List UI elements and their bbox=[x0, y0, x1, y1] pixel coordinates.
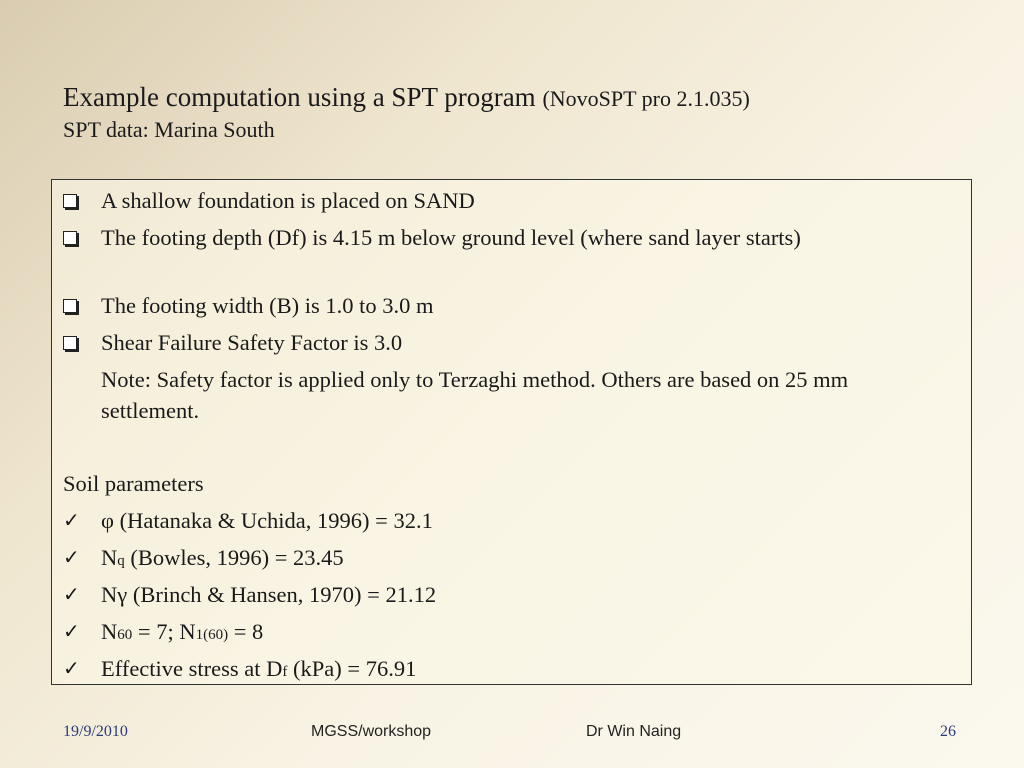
soil-param-nq: ✓ Nq (Bowles, 1996) = 23.45 bbox=[63, 542, 943, 577]
slide-title bbox=[63, 80, 1003, 144]
bullet-item bbox=[63, 222, 943, 253]
footer-date: 19/9/2010 bbox=[63, 723, 128, 740]
title-main: Example computation using a SPT program bbox=[63, 82, 543, 112]
soil-param-n60: ✓ N60 = 7; N1(60) = 8 bbox=[63, 616, 943, 651]
content-box bbox=[51, 179, 972, 685]
bullet-text: A shallow foundation is placed on SAND bbox=[101, 188, 475, 213]
checkmark-icon: ✓ bbox=[63, 619, 80, 643]
phi-text: (Hatanaka & Uchida, 1996) = 32.1 bbox=[114, 508, 433, 533]
bullet-item bbox=[63, 290, 943, 321]
phi-symbol: φ bbox=[101, 508, 114, 533]
checkmark-icon: ✓ bbox=[63, 508, 80, 532]
title-subtitle: SPT data: Marina South bbox=[63, 117, 275, 142]
soil-param-ngamma: ✓ Nγ (Brinch & Hansen, 1970) = 21.12 bbox=[63, 579, 943, 610]
checkmark-icon: ✓ bbox=[63, 545, 80, 569]
bullet-item bbox=[63, 185, 943, 216]
bullet-text: The footing width (B) is 1.0 to 3.0 m bbox=[101, 293, 434, 318]
checkmark-icon: ✓ bbox=[63, 582, 80, 606]
footer-author: Dr Win Naing bbox=[586, 723, 682, 740]
footer-event: MGSS/workshop bbox=[311, 723, 432, 740]
soil-heading: Soil parameters bbox=[63, 471, 204, 496]
checkbox-bullet-icon bbox=[63, 290, 93, 321]
title-program: (NovoSPT pro 2.1.035) bbox=[542, 86, 750, 111]
bullet-text: Shear Failure Safety Factor is 3.0 bbox=[101, 330, 403, 355]
soil-param-stress: ✓ Effective stress at Df (kPa) = 76.91 bbox=[63, 653, 943, 688]
bullet-text: The footing depth (Df) is 4.15 m below ground level (where sand layer starts) bbox=[101, 225, 801, 250]
bullet-item bbox=[63, 327, 943, 358]
note-text: Note: Safety factor is applied only to Terzaghi method. Others are based on 25 mm settlement. bbox=[101, 367, 849, 423]
checkmark-icon: ✓ bbox=[63, 656, 80, 680]
checkbox-bullet-icon bbox=[63, 327, 93, 358]
checkbox-bullet-icon bbox=[63, 185, 93, 216]
footer-page-number: 26 bbox=[940, 723, 956, 740]
checkbox-bullet-icon bbox=[63, 222, 93, 253]
soil-param-phi bbox=[63, 505, 943, 536]
